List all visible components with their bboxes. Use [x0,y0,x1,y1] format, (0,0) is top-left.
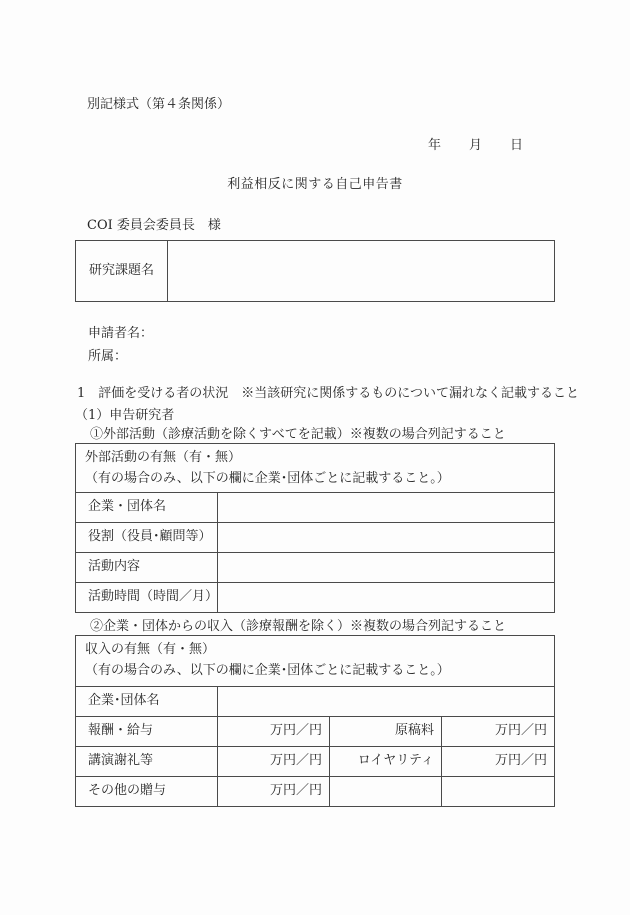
affiliation-label: 所属： [88,349,128,364]
empty-cell [330,777,442,806]
other-gifts-row-label: その他の贈与 [76,777,218,806]
table-row [76,582,554,612]
manuscript-fee-label: 原稿料 [330,717,442,746]
income-company-input-cell [218,687,554,716]
income-presence-header-cell [76,636,554,686]
table-row [76,492,554,522]
salary-unit-cell: 万円／円 [218,717,330,746]
lecture-fee-unit-cell: 万円／円 [218,747,330,776]
activity-content-row-label: 活動内容 [76,553,218,582]
form-style-label: 別記様式（第４条関係） [87,97,231,112]
external-activity-heading: ①外部活動（診療活動を除くすべてを記載）※複数の場合列記すること [90,427,506,442]
date-line [428,137,523,156]
company-name-input-cell [218,493,554,522]
date-year-label: 年 [428,138,442,153]
activity-presence-line1: 外部活動の有無（有・無） [85,450,242,465]
date-day-label: 日 [510,138,524,153]
addressee-line: COI 委員会委員長 様 [87,218,221,233]
income-presence-line1: 収入の有無（有・無） [85,642,216,657]
table-row [76,776,554,806]
salary-row-label: 報酬・給与 [76,717,218,746]
table-row [76,522,554,552]
activity-hours-input-cell [218,583,554,612]
activity-presence-header-cell [76,444,554,492]
document-title: 利益相反に関する自己申告書 [227,177,403,192]
income-table [75,635,555,807]
income-company-row-label: 企業･団体名 [76,687,218,716]
activity-presence-line2: （有の場合のみ、以下の欄に企業･団体ごとに記載すること。） [85,471,450,486]
other-gifts-unit-cell: 万円／円 [218,777,330,806]
table-row [76,716,554,746]
date-month-label: 月 [469,138,483,153]
royalty-unit-cell: 万円／円 [494,753,547,769]
royalty-label: ロイヤリティ [330,747,442,776]
table-row [76,552,554,582]
activity-content-input-cell [218,553,554,582]
research-title-table [75,240,555,302]
research-title-input-cell [168,241,554,301]
external-activity-table [75,443,555,613]
lecture-fee-row-label: 講演謝礼等 [76,747,218,776]
income-heading: ②企業・団体からの収入（診療報酬を除く）※複数の場合列記すること [90,619,507,634]
activity-hours-row-label: 活動時間（時間／月） [76,583,218,612]
manuscript-fee-unit-cell: 万円／円 [494,723,547,739]
empty-cell [442,777,554,806]
research-title-label: 研究課題名 [76,241,168,301]
section1-heading: 1 評価を受ける者の状況 ※当該研究に関係するものについて漏れなく記載すること [77,386,580,401]
income-presence-line2: （有の場合のみ、以下の欄に企業･団体ごとに記載すること。） [85,663,450,678]
table-row [76,746,554,776]
company-name-row-label: 企業・団体名 [76,493,218,522]
table-row [76,686,554,716]
section1-subsection-heading: （1）申告研究者 [75,408,175,423]
role-row-label: 役割（役員･顧問等） [76,523,218,552]
role-input-cell [218,523,554,552]
applicant-name-label: 申請者名： [88,326,154,341]
